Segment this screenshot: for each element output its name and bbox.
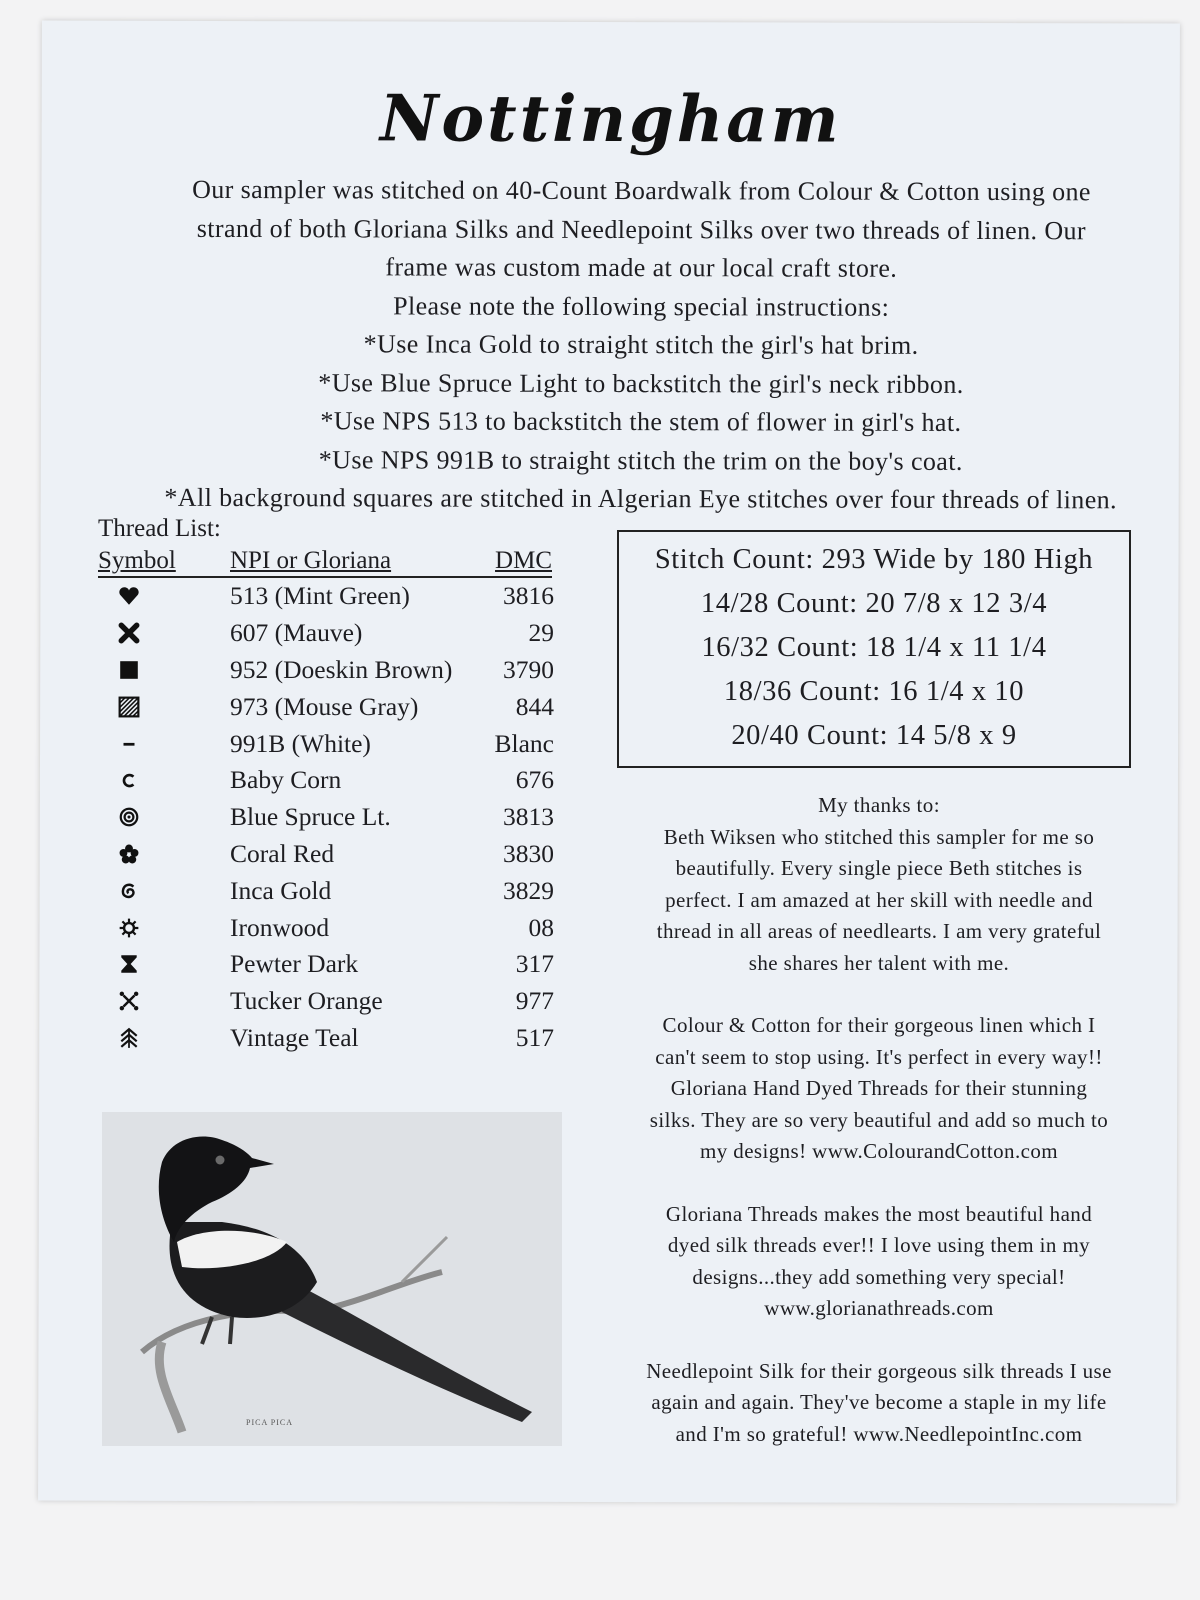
thread-dmc: Blanc bbox=[494, 728, 554, 758]
header-name: NPI or Gloriana bbox=[230, 547, 392, 574]
chevrons-up-icon bbox=[118, 1027, 140, 1049]
thanks-line: my designs! www.ColourandCotton.com bbox=[700, 1139, 1058, 1163]
intro-line: *Use Inca Gold to straight stitch the girl's hat brim. bbox=[363, 329, 919, 360]
intro-line: Please note the following special instructions: bbox=[393, 290, 890, 322]
letter-c-icon bbox=[118, 769, 140, 791]
thanks-heading: My thanks to: bbox=[818, 793, 940, 817]
flower-icon bbox=[118, 843, 140, 865]
thanks-line: Colour & Cotton for their gorgeous linen which I bbox=[662, 1013, 1096, 1037]
intro-line: Our sampler was stitched on 40-Count Boardwalk from Colour & Cotton using one bbox=[192, 174, 1091, 207]
magpie-image bbox=[102, 1112, 562, 1446]
thread-dmc: 29 bbox=[528, 618, 554, 648]
header-dmc: DMC bbox=[495, 547, 552, 574]
hatched-square-icon bbox=[118, 696, 140, 718]
thread-row bbox=[98, 578, 568, 615]
thread-row bbox=[98, 762, 568, 799]
thread-name: Ironwood bbox=[230, 912, 330, 942]
thread-dmc: 977 bbox=[515, 986, 554, 1016]
thread-name: 513 (Mint Green) bbox=[230, 581, 410, 611]
thanks-line: Beth Wiksen who stitched this sampler for me so bbox=[663, 824, 1095, 849]
thanks-line: designs...they add something very special! bbox=[692, 1264, 1066, 1289]
thread-row bbox=[98, 652, 568, 689]
stitch-count-line: 14/28 Count: 20 7/8 x 12 3/4 bbox=[700, 588, 1048, 619]
page-title: Nottingham bbox=[379, 81, 842, 158]
thread-list bbox=[98, 515, 568, 1056]
bird-caption: PICA PICA bbox=[246, 1418, 294, 1427]
intro-text bbox=[111, 171, 1172, 520]
thanks-line: beautifully. Every single piece Beth stitches is bbox=[675, 856, 1083, 880]
thread-name: 991B (White) bbox=[230, 728, 371, 758]
thread-name: Baby Corn bbox=[230, 765, 342, 795]
thread-name: Tucker Orange bbox=[230, 986, 383, 1016]
thanks-line: she shares her talent with me. bbox=[748, 950, 1010, 975]
stitch-count-line: 20/40 Count: 14 5/8 x 9 bbox=[731, 720, 1017, 751]
thanks-line: again and again. They've become a staple in my life bbox=[651, 1390, 1107, 1414]
thread-name: Blue Spruce Lt. bbox=[230, 802, 391, 832]
magpie-illustration bbox=[102, 1112, 562, 1446]
thanks-section bbox=[604, 790, 1154, 1450]
thread-row bbox=[98, 983, 568, 1020]
swirl-icon bbox=[118, 880, 140, 902]
sun-gear-icon bbox=[118, 917, 140, 939]
thread-row bbox=[98, 1020, 568, 1057]
thread-dmc: 517 bbox=[515, 1022, 554, 1052]
stitch-count-line: 16/32 Count: 18 1/4 x 11 1/4 bbox=[701, 632, 1047, 663]
intro-line: frame was custom made at our local craft store. bbox=[385, 252, 898, 283]
thanks-line: dyed silk threads ever!! I love using them in my bbox=[667, 1233, 1091, 1257]
thread-row bbox=[98, 836, 568, 873]
stitch-count-line: 18/36 Count: 16 1/4 x 10 bbox=[723, 676, 1025, 707]
thread-dmc: 3790 bbox=[503, 654, 554, 684]
thread-row bbox=[98, 909, 568, 946]
x-dots-icon bbox=[118, 990, 140, 1012]
target-circle-icon bbox=[118, 806, 140, 828]
filled-square-icon bbox=[118, 659, 140, 681]
hourglass-icon bbox=[118, 953, 140, 975]
intro-line: strand of both Gloriana Silks and Needlepoint Silks over two threads of linen. Our bbox=[196, 213, 1087, 245]
thanks-line: can't seem to stop using. It's perfect in every way!! bbox=[655, 1044, 1103, 1069]
thread-dmc: 3813 bbox=[503, 802, 554, 832]
thread-dmc: 676 bbox=[515, 765, 554, 795]
thread-list-header bbox=[98, 547, 552, 578]
thread-dmc: 08 bbox=[528, 912, 554, 942]
thread-name: 607 (Mauve) bbox=[230, 618, 363, 648]
thread-dmc: 317 bbox=[515, 949, 554, 979]
thread-dmc: 3829 bbox=[503, 875, 554, 905]
stitch-count-box bbox=[617, 530, 1131, 768]
thread-name: Vintage Teal bbox=[230, 1022, 359, 1052]
intro-line: *Use Blue Spruce Light to backstitch the girl's neck ribbon. bbox=[318, 367, 964, 399]
stitch-count-line: Stitch Count: 293 Wide by 180 High bbox=[654, 544, 1094, 575]
thanks-line: perfect. I am amazed at her skill with needle and bbox=[665, 887, 1093, 912]
thread-row bbox=[98, 688, 568, 725]
thanks-line: Gloriana Threads makes the most beautiful hand bbox=[665, 1201, 1093, 1226]
thread-list-title: Thread List: bbox=[98, 515, 221, 542]
thread-row bbox=[98, 615, 568, 652]
thread-row bbox=[98, 946, 568, 983]
thread-row bbox=[98, 799, 568, 836]
thread-name: Inca Gold bbox=[230, 875, 332, 905]
intro-line: *Use NPS 991B to straight stitch the trim on the boy's coat. bbox=[318, 444, 963, 476]
thread-name: Pewter Dark bbox=[230, 949, 359, 979]
thread-row bbox=[98, 872, 568, 909]
thread-name: 952 (Doeskin Brown) bbox=[230, 654, 453, 684]
dash-icon bbox=[118, 733, 140, 755]
heart-icon bbox=[118, 585, 140, 607]
cross-x-icon bbox=[118, 622, 140, 644]
thread-dmc: 3830 bbox=[503, 838, 554, 868]
thread-name: Coral Red bbox=[230, 838, 335, 868]
thanks-line: www.glorianathreads.com bbox=[764, 1296, 994, 1320]
thanks-line: silks. They are so very beautiful and add so much to bbox=[649, 1107, 1109, 1132]
thanks-line: Needlepoint Silk for their gorgeous silk threads I use bbox=[646, 1358, 1112, 1383]
intro-line: *All background squares are stitched in Algerian Eye stitches over four threads of linen. bbox=[164, 482, 1117, 515]
intro-line: *Use NPS 513 to backstitch the stem of flower in girl's hat. bbox=[320, 406, 962, 437]
thanks-line: Gloriana Hand Dyed Threads for their stunning bbox=[670, 1076, 1088, 1100]
thread-dmc: 844 bbox=[515, 691, 554, 721]
thread-name: 973 (Mouse Gray) bbox=[230, 691, 419, 721]
header-symbol: Symbol bbox=[98, 547, 176, 574]
thanks-line: and I'm so grateful! www.NeedlepointInc.com bbox=[675, 1421, 1083, 1446]
thanks-line: thread in all areas of needlearts. I am very grateful bbox=[656, 919, 1102, 943]
thread-row bbox=[98, 725, 568, 762]
thread-dmc: 3816 bbox=[503, 581, 554, 611]
